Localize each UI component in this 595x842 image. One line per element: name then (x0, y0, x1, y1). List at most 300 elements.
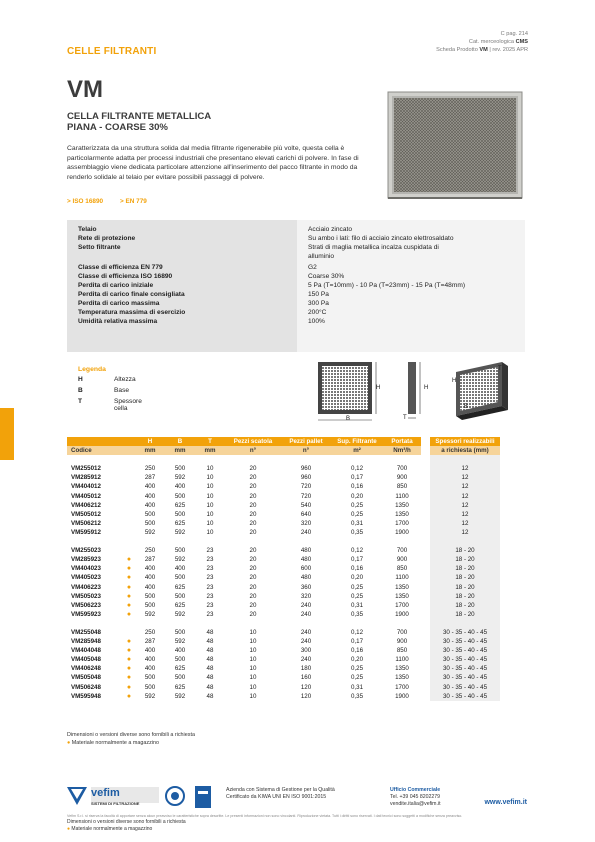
table-cell-b: 500 (174, 492, 186, 500)
table-header-row-1 (67, 437, 500, 446)
column-header: Codice (67, 446, 123, 455)
column-header: n° (281, 446, 331, 455)
table-cell-b: 592 (174, 474, 186, 482)
table-cell-flow: 1100 (395, 656, 409, 664)
column-separator (421, 564, 430, 573)
table-cell-box: 10 (249, 656, 257, 664)
note-stock-repeat: ● Materiale normalmente a magazzino (67, 826, 153, 832)
stock-indicator: ● (126, 665, 132, 673)
table-cell-box: 20 (249, 574, 257, 582)
revision: | rev. 2025 APR (489, 47, 528, 53)
product-code-cell: VM506248 (71, 683, 101, 691)
spacer-cell (421, 619, 430, 628)
table-row (67, 673, 500, 682)
product-code-cell: VM595923 (71, 610, 101, 618)
column-separator (421, 664, 430, 673)
table-cell-flow: 900 (396, 638, 408, 646)
quality-line-2: Certificato da KIWA UNI EN ISO 9001:2015 (226, 794, 327, 800)
table-cell-sup: 0,35 (350, 528, 364, 536)
spacer-cell (135, 619, 165, 628)
table-cell-b: 500 (174, 465, 186, 473)
table-cell-thickness: 30 - 35 - 40 - 45 (430, 673, 500, 682)
table-cell-box: 10 (249, 665, 257, 673)
column-header: mm (135, 446, 165, 455)
table-cell-box: 20 (249, 501, 257, 509)
product-code: VM (67, 76, 103, 103)
spacer-cell (123, 537, 135, 546)
table-cell-box: 20 (249, 519, 257, 527)
table-row (67, 683, 500, 692)
table-cell-thickness: 18 - 20 (430, 592, 500, 601)
stock-indicator: ● (126, 647, 132, 655)
category-title: CELLE FILTRANTI (67, 46, 157, 57)
column-separator (421, 637, 430, 646)
column-separator (421, 510, 430, 519)
column-separator (421, 464, 430, 473)
table-cell-thickness: 12 (430, 492, 500, 501)
product-code-cell: VM405012 (71, 492, 101, 500)
table-cell-pallet: 640 (300, 510, 312, 518)
table-cell-thickness: 12 (430, 473, 500, 482)
column-header: Spessori realizzabili (430, 437, 500, 446)
table-row (67, 555, 500, 564)
table-cell-pallet: 600 (300, 565, 312, 573)
table-cell-h: 400 (144, 665, 156, 673)
product-code-cell: VM405048 (71, 656, 101, 664)
document-header-info (436, 30, 528, 54)
table-cell-b: 625 (174, 665, 186, 673)
table-cell-t: 48 (206, 628, 214, 636)
spacer-cell (165, 455, 195, 464)
table-cell-t: 48 (206, 683, 214, 691)
column-separator (421, 692, 430, 701)
table-cell-box: 20 (249, 610, 257, 618)
legend-item-h (78, 376, 136, 383)
table-cell-h: 400 (144, 574, 156, 582)
table-cell-sup: 0,35 (350, 692, 364, 700)
table-cell-t: 23 (206, 610, 214, 618)
stock-indicator: ● (126, 610, 132, 618)
stock-indicator (123, 501, 135, 510)
column-header (67, 437, 123, 446)
stock-indicator: ● (126, 638, 132, 646)
spacer-cell (421, 537, 430, 546)
spec-value: 200°C (308, 309, 327, 316)
spacer-cell (165, 537, 195, 546)
table-cell-b: 400 (174, 647, 186, 655)
table-cell-b: 625 (174, 601, 186, 609)
stock-indicator (123, 519, 135, 528)
table-cell-thickness: 30 - 35 - 40 - 45 (430, 655, 500, 664)
stock-indicator (123, 473, 135, 482)
table-cell-t: 23 (206, 592, 214, 600)
spacer-cell (383, 455, 421, 464)
product-code-cell: VM285923 (71, 556, 101, 564)
group-spacer (67, 537, 500, 546)
spec-value: Su ambo i lati: filo di acciaio zincato elettrosaldato (308, 235, 454, 242)
table-cell-sup: 0,12 (350, 547, 364, 555)
table-cell-pallet: 120 (300, 692, 312, 700)
table-cell-h: 500 (144, 519, 156, 527)
column-header: a richiesta (mm) (430, 446, 500, 455)
stock-indicator: ● (126, 583, 132, 591)
column-separator (421, 646, 430, 655)
subtitle-line-1: CELLA FILTRANTE METALLICA (67, 111, 212, 122)
column-header: mm (165, 446, 195, 455)
spec-value: Coarse 30% (308, 273, 345, 280)
stock-indicator (123, 546, 135, 555)
table-row (67, 564, 500, 573)
table-cell-pallet: 240 (300, 610, 312, 618)
table-cell-flow: 1350 (395, 510, 409, 518)
table-row (67, 655, 500, 664)
drawing-label-h3: H (452, 378, 457, 384)
stock-indicator: ● (126, 601, 132, 609)
table-cell-pallet: 480 (300, 574, 312, 582)
brand-logo: vefim (91, 787, 120, 799)
spacer-cell (430, 537, 500, 546)
table-cell-t: 48 (206, 674, 214, 682)
column-separator (421, 437, 430, 446)
sales-office (390, 787, 441, 808)
spec-label: Classe di efficienza EN 779 (78, 264, 163, 271)
table-cell-pallet: 320 (300, 592, 312, 600)
spec-label: Perdita di carico massima (78, 300, 160, 307)
table-cell-pallet: 180 (300, 665, 312, 673)
table-cell-pallet: 360 (300, 583, 312, 591)
column-separator (421, 528, 430, 537)
table-row (67, 519, 500, 528)
table-cell-t: 23 (206, 583, 214, 591)
stock-indicator (123, 628, 135, 637)
table-cell-flow: 700 (396, 465, 408, 473)
drawing-label-t2: T (498, 366, 502, 372)
table-cell-box: 10 (249, 683, 257, 691)
table-cell-flow: 1900 (395, 692, 409, 700)
table-cell-pallet: 160 (300, 674, 312, 682)
spacer-cell (225, 619, 281, 628)
column-separator (421, 473, 430, 482)
catalog-line (436, 38, 528, 46)
norm-link-iso[interactable]: > ISO 16890 (67, 198, 104, 205)
table-row (67, 510, 500, 519)
spec-value: 5 Pa (T=10mm) - 10 Pa (T=23mm) - 15 Pa (T=48mm) (308, 282, 466, 289)
table-cell-t: 48 (206, 656, 214, 664)
quality-line-1: Azienda con Sistema di Gestione per la Qualità (226, 787, 335, 793)
table-cell-pallet: 240 (300, 656, 312, 664)
table-cell-b: 500 (174, 510, 186, 518)
table-cell-pallet: 480 (300, 556, 312, 564)
table-row (67, 583, 500, 592)
note-stock-repeat-text: Materiale normalmente a magazzino (71, 826, 153, 832)
column-separator (421, 446, 430, 455)
drawing-label-b2: B (464, 404, 469, 410)
table-cell-box: 20 (249, 465, 257, 473)
stock-indicator: ● (126, 683, 132, 691)
table-cell-h: 250 (144, 628, 156, 636)
table-cell-box: 10 (249, 638, 257, 646)
spacer-cell (135, 455, 165, 464)
stock-indicator: ● (126, 692, 132, 700)
table-row (67, 610, 500, 619)
table-cell-flow: 1350 (395, 592, 409, 600)
table-cell-b: 500 (174, 674, 186, 682)
table-row (67, 528, 500, 537)
table-cell-h: 250 (144, 465, 156, 473)
table-cell-thickness: 12 (430, 510, 500, 519)
table-cell-t: 10 (206, 474, 214, 482)
spec-value: 300 Pa (308, 300, 329, 307)
table-cell-h: 500 (144, 601, 156, 609)
table-cell-thickness: 18 - 20 (430, 601, 500, 610)
note-custom-sizes-repeat: Dimensioni o versioni diverse sono fornibili a richiesta (67, 819, 186, 825)
table-cell-flow: 1700 (395, 683, 409, 691)
table-cell-pallet: 120 (300, 683, 312, 691)
table-cell-b: 592 (174, 692, 186, 700)
stock-indicator: ● (126, 556, 132, 564)
spacer-cell (281, 619, 331, 628)
spec-label: Setto filtrante (78, 244, 121, 251)
legend-item-t (78, 398, 142, 412)
table-cell-thickness: 30 - 35 - 40 - 45 (430, 637, 500, 646)
spec-label: Perdita di carico iniziale (78, 282, 154, 289)
table-cell-pallet: 960 (300, 465, 312, 473)
product-code-cell: VM404023 (71, 565, 101, 573)
table-cell-box: 20 (249, 592, 257, 600)
spec-label: Perdita di carico finale consigliata (78, 291, 185, 298)
table-cell-box: 20 (249, 492, 257, 500)
table-cell-b: 625 (174, 683, 186, 691)
table-cell-t: 23 (206, 574, 214, 582)
table-cell-h: 500 (144, 592, 156, 600)
table-cell-h: 500 (144, 510, 156, 518)
stock-indicator: ● (126, 592, 132, 600)
column-separator (421, 673, 430, 682)
drawing-label-b: B (346, 416, 351, 422)
table-cell-b: 625 (174, 501, 186, 509)
legend-key: B (78, 387, 83, 394)
column-header: Pezzi scatola (225, 437, 281, 446)
table-cell-t: 48 (206, 638, 214, 646)
spec-label: Umidità relativa massima (78, 318, 158, 325)
subtitle-line-2: PIANA - COARSE 30% (67, 122, 168, 133)
table-cell-box: 20 (249, 556, 257, 564)
column-separator (421, 519, 430, 528)
table-cell-sup: 0,16 (350, 565, 364, 573)
sheet-line (436, 46, 528, 54)
spacer-cell (123, 455, 135, 464)
table-cell-t: 10 (206, 492, 214, 500)
group-spacer (67, 619, 500, 628)
product-code-cell: VM505012 (71, 510, 101, 518)
column-header: m² (331, 446, 383, 455)
product-code-cell: VM285912 (71, 474, 101, 482)
table-cell-h: 400 (144, 583, 156, 591)
product-code-cell: VM505023 (71, 592, 101, 600)
table-cell-t: 48 (206, 692, 214, 700)
side-tab-marker (0, 408, 14, 460)
table-cell-pallet: 480 (300, 547, 312, 555)
product-code-cell: VM406248 (71, 665, 101, 673)
table-cell-t: 10 (206, 510, 214, 518)
note-stock: ● Materiale normalmente a magazzino (67, 740, 159, 746)
table-cell-pallet: 240 (300, 628, 312, 636)
table-cell-b: 625 (174, 583, 186, 591)
drawing-label-h2: H (424, 385, 429, 391)
table-cell-sup: 0,25 (350, 501, 364, 509)
column-separator (421, 683, 430, 692)
spacer-cell (195, 537, 225, 546)
product-subtitle (67, 111, 211, 133)
product-code-cell: VM406212 (71, 501, 101, 509)
column-header: mm (195, 446, 225, 455)
spec-value: Acciaio zincato (308, 226, 352, 233)
table-cell-thickness: 30 - 35 - 40 - 45 (430, 664, 500, 673)
column-header: n° (225, 446, 281, 455)
table-cell-b: 592 (174, 556, 186, 564)
column-separator (421, 610, 430, 619)
legend-text: Spessore cella (114, 398, 142, 412)
product-code-cell: VM404012 (71, 483, 101, 491)
spacer-cell (225, 537, 281, 546)
table-row (67, 473, 500, 482)
stock-indicator (123, 482, 135, 491)
table-cell-box: 20 (249, 483, 257, 491)
spacer-cell (123, 619, 135, 628)
table-cell-h: 592 (144, 692, 156, 700)
catalog-value: CMS (515, 39, 528, 45)
product-description: Caratterizzata da una struttura solida dal media filtrante rigenerabile più volte, questa cella è particolarmente adatta per processi industriali che presentano elevati carichi di polvere. In fase di assemblaggio viene dedicata particolare attenzione all'inserimento del pacco filtrante in modo da renderlo solidale al telaio per evitare possibili passaggi di polvere. (67, 145, 359, 181)
table-cell-flow: 1700 (395, 601, 409, 609)
table-cell-t: 23 (206, 601, 214, 609)
table-cell-flow: 1350 (395, 583, 409, 591)
column-separator (421, 573, 430, 582)
table-row (67, 482, 500, 491)
spacer-cell (195, 619, 225, 628)
table-cell-sup: 0,17 (350, 556, 364, 564)
column-header (123, 437, 135, 446)
table-cell-h: 400 (144, 565, 156, 573)
table-cell-pallet: 240 (300, 601, 312, 609)
legend-key: H (78, 376, 83, 383)
table-cell-sup: 0,31 (350, 683, 364, 691)
table-cell-t: 48 (206, 647, 214, 655)
column-separator (421, 546, 430, 555)
table-cell-thickness: 30 - 35 - 40 - 45 (430, 628, 500, 637)
spec-label: Temperatura massima di esercizio (78, 309, 186, 316)
table-cell-pallet: 720 (300, 483, 312, 491)
sales-office-email[interactable]: vendite.italia@vefim.it (390, 801, 441, 807)
column-separator (421, 501, 430, 510)
spacer-cell (67, 619, 123, 628)
product-code-cell: VM406223 (71, 583, 101, 591)
table-cell-sup: 0,25 (350, 674, 364, 682)
table-cell-flow: 700 (396, 547, 408, 555)
table-cell-t: 10 (206, 483, 214, 491)
column-header: Nm³/h (383, 446, 421, 455)
spec-value: G2 (308, 264, 317, 271)
table-cell-sup: 0,31 (350, 519, 364, 527)
table-cell-b: 500 (174, 628, 186, 636)
table-cell-thickness: 12 (430, 501, 500, 510)
column-separator (421, 583, 430, 592)
table-cell-box: 20 (249, 510, 257, 518)
table-row (67, 573, 500, 582)
spacer-cell (383, 619, 421, 628)
sales-office-phone[interactable]: Tel. +39 045 8202279 (390, 794, 441, 800)
table-row (67, 546, 500, 555)
spacer-cell (195, 455, 225, 464)
table-cell-thickness: 18 - 20 (430, 546, 500, 555)
table-cell-t: 23 (206, 547, 214, 555)
product-code-cell: VM595948 (71, 692, 101, 700)
column-separator (421, 628, 430, 637)
table-cell-pallet: 300 (300, 647, 312, 655)
table-cell-b: 592 (174, 638, 186, 646)
table-cell-sup: 0,25 (350, 592, 364, 600)
table-header-row-2 (67, 446, 500, 455)
table-row (67, 464, 500, 473)
table-cell-thickness: 18 - 20 (430, 564, 500, 573)
table-cell-sup: 0,31 (350, 601, 364, 609)
table-cell-box: 20 (249, 474, 257, 482)
table-cell-thickness: 12 (430, 519, 500, 528)
table-cell-b: 400 (174, 483, 186, 491)
table-cell-thickness: 30 - 35 - 40 - 45 (430, 692, 500, 701)
table-cell-t: 10 (206, 501, 214, 509)
table-cell-thickness: 18 - 20 (430, 573, 500, 582)
table-cell-sup: 0,16 (350, 483, 364, 491)
legend-key: T (78, 398, 83, 405)
stock-indicator (123, 528, 135, 537)
website-link[interactable]: www.vefim.it (484, 799, 527, 806)
stock-indicator: ● (126, 565, 132, 573)
table-cell-flow: 1100 (395, 574, 409, 582)
table-cell-b: 625 (174, 519, 186, 527)
table-cell-flow: 1350 (395, 501, 409, 509)
table-cell-h: 287 (144, 638, 156, 646)
table-cell-pallet: 320 (300, 519, 312, 527)
product-code-cell: VM404048 (71, 647, 101, 655)
table-cell-b: 500 (174, 592, 186, 600)
product-code-cell: VM405023 (71, 574, 101, 582)
column-header: B (165, 437, 195, 446)
product-code-cell: VM255023 (71, 547, 101, 555)
spacer-cell (421, 455, 430, 464)
spec-value: 100% (308, 318, 325, 325)
table-cell-thickness: 30 - 35 - 40 - 45 (430, 646, 500, 655)
table-cell-box: 20 (249, 547, 257, 555)
table-row (67, 601, 500, 610)
table-cell-h: 400 (144, 501, 156, 509)
norm-link-en[interactable]: > EN 779 (120, 198, 147, 205)
table-cell-b: 592 (174, 528, 186, 536)
note-stock-text: Materiale normalmente a magazzino (71, 740, 159, 746)
table-cell-t: 48 (206, 665, 214, 673)
stock-indicator (123, 464, 135, 473)
column-separator (421, 655, 430, 664)
table-cell-h: 592 (144, 610, 156, 618)
table-cell-t: 10 (206, 528, 214, 536)
column-separator (421, 555, 430, 564)
table-cell-thickness: 12 (430, 528, 500, 537)
table-cell-h: 500 (144, 674, 156, 682)
table-row (67, 501, 500, 510)
brand-tagline: SISTEMI DI FILTRAZIONE (91, 801, 140, 806)
table-cell-sup: 0,35 (350, 610, 364, 618)
table-cell-thickness: 18 - 20 (430, 555, 500, 564)
table-cell-flow: 1700 (395, 519, 409, 527)
